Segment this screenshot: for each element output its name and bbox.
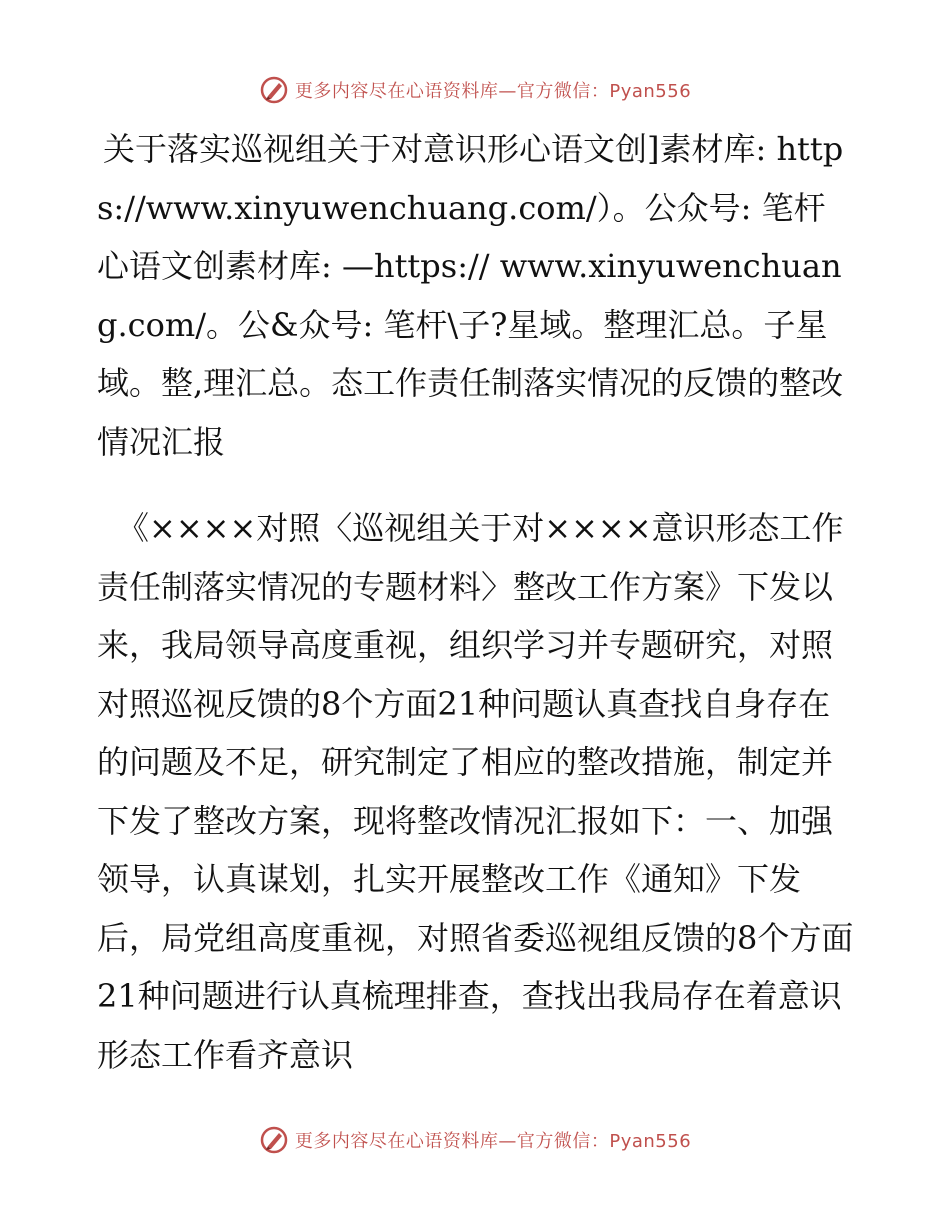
pen-logo-icon	[259, 75, 289, 105]
document-body	[97, 120, 857, 1084]
header-banner	[0, 70, 950, 110]
header-banner-text: 更多内容尽在心语资料库—官方微信：Pyan556	[294, 81, 692, 102]
document-paragraph-2: 《××××对照〈巡视组关于对××××意识形态工作责任制落实情况的专题材料〉整改工作方案》下发以来，我局领导高度重视，组织学习并专题研究，对照对照巡视反馈的8个方面21种问题认真查找自身存在的问题及不足，研究制定了相应的整改措施，制定并下发了整改方案，现将整改情况汇报如下：一、加强领导，认真谋划，扎实开展整改工作《通知》下发后，局党组高度重视，对照省委巡视组反馈的8个方面21种问题进行认真梳理排查，查找出我局存在着意识形态工作看齐意识	[97, 509, 854, 1074]
footer-banner	[0, 1120, 950, 1160]
document-paragraph-1: 关于落实巡视组关于对意识形心语文创]素材库: https://www.xinyuwenchuang.com/）。公众号: 笔杆心语文创素材库: —https:// www.xinyuwenchuang.com/。公&众号: 笔杆\子?星域。整理汇总。子星域。整,理汇总。态工作责任制落实情况的反馈的整改情况汇报	[97, 130, 844, 461]
footer-banner-text: 更多内容尽在心语资料库—官方微信：Pyan556	[294, 1131, 692, 1152]
pen-logo-icon	[259, 1125, 289, 1155]
